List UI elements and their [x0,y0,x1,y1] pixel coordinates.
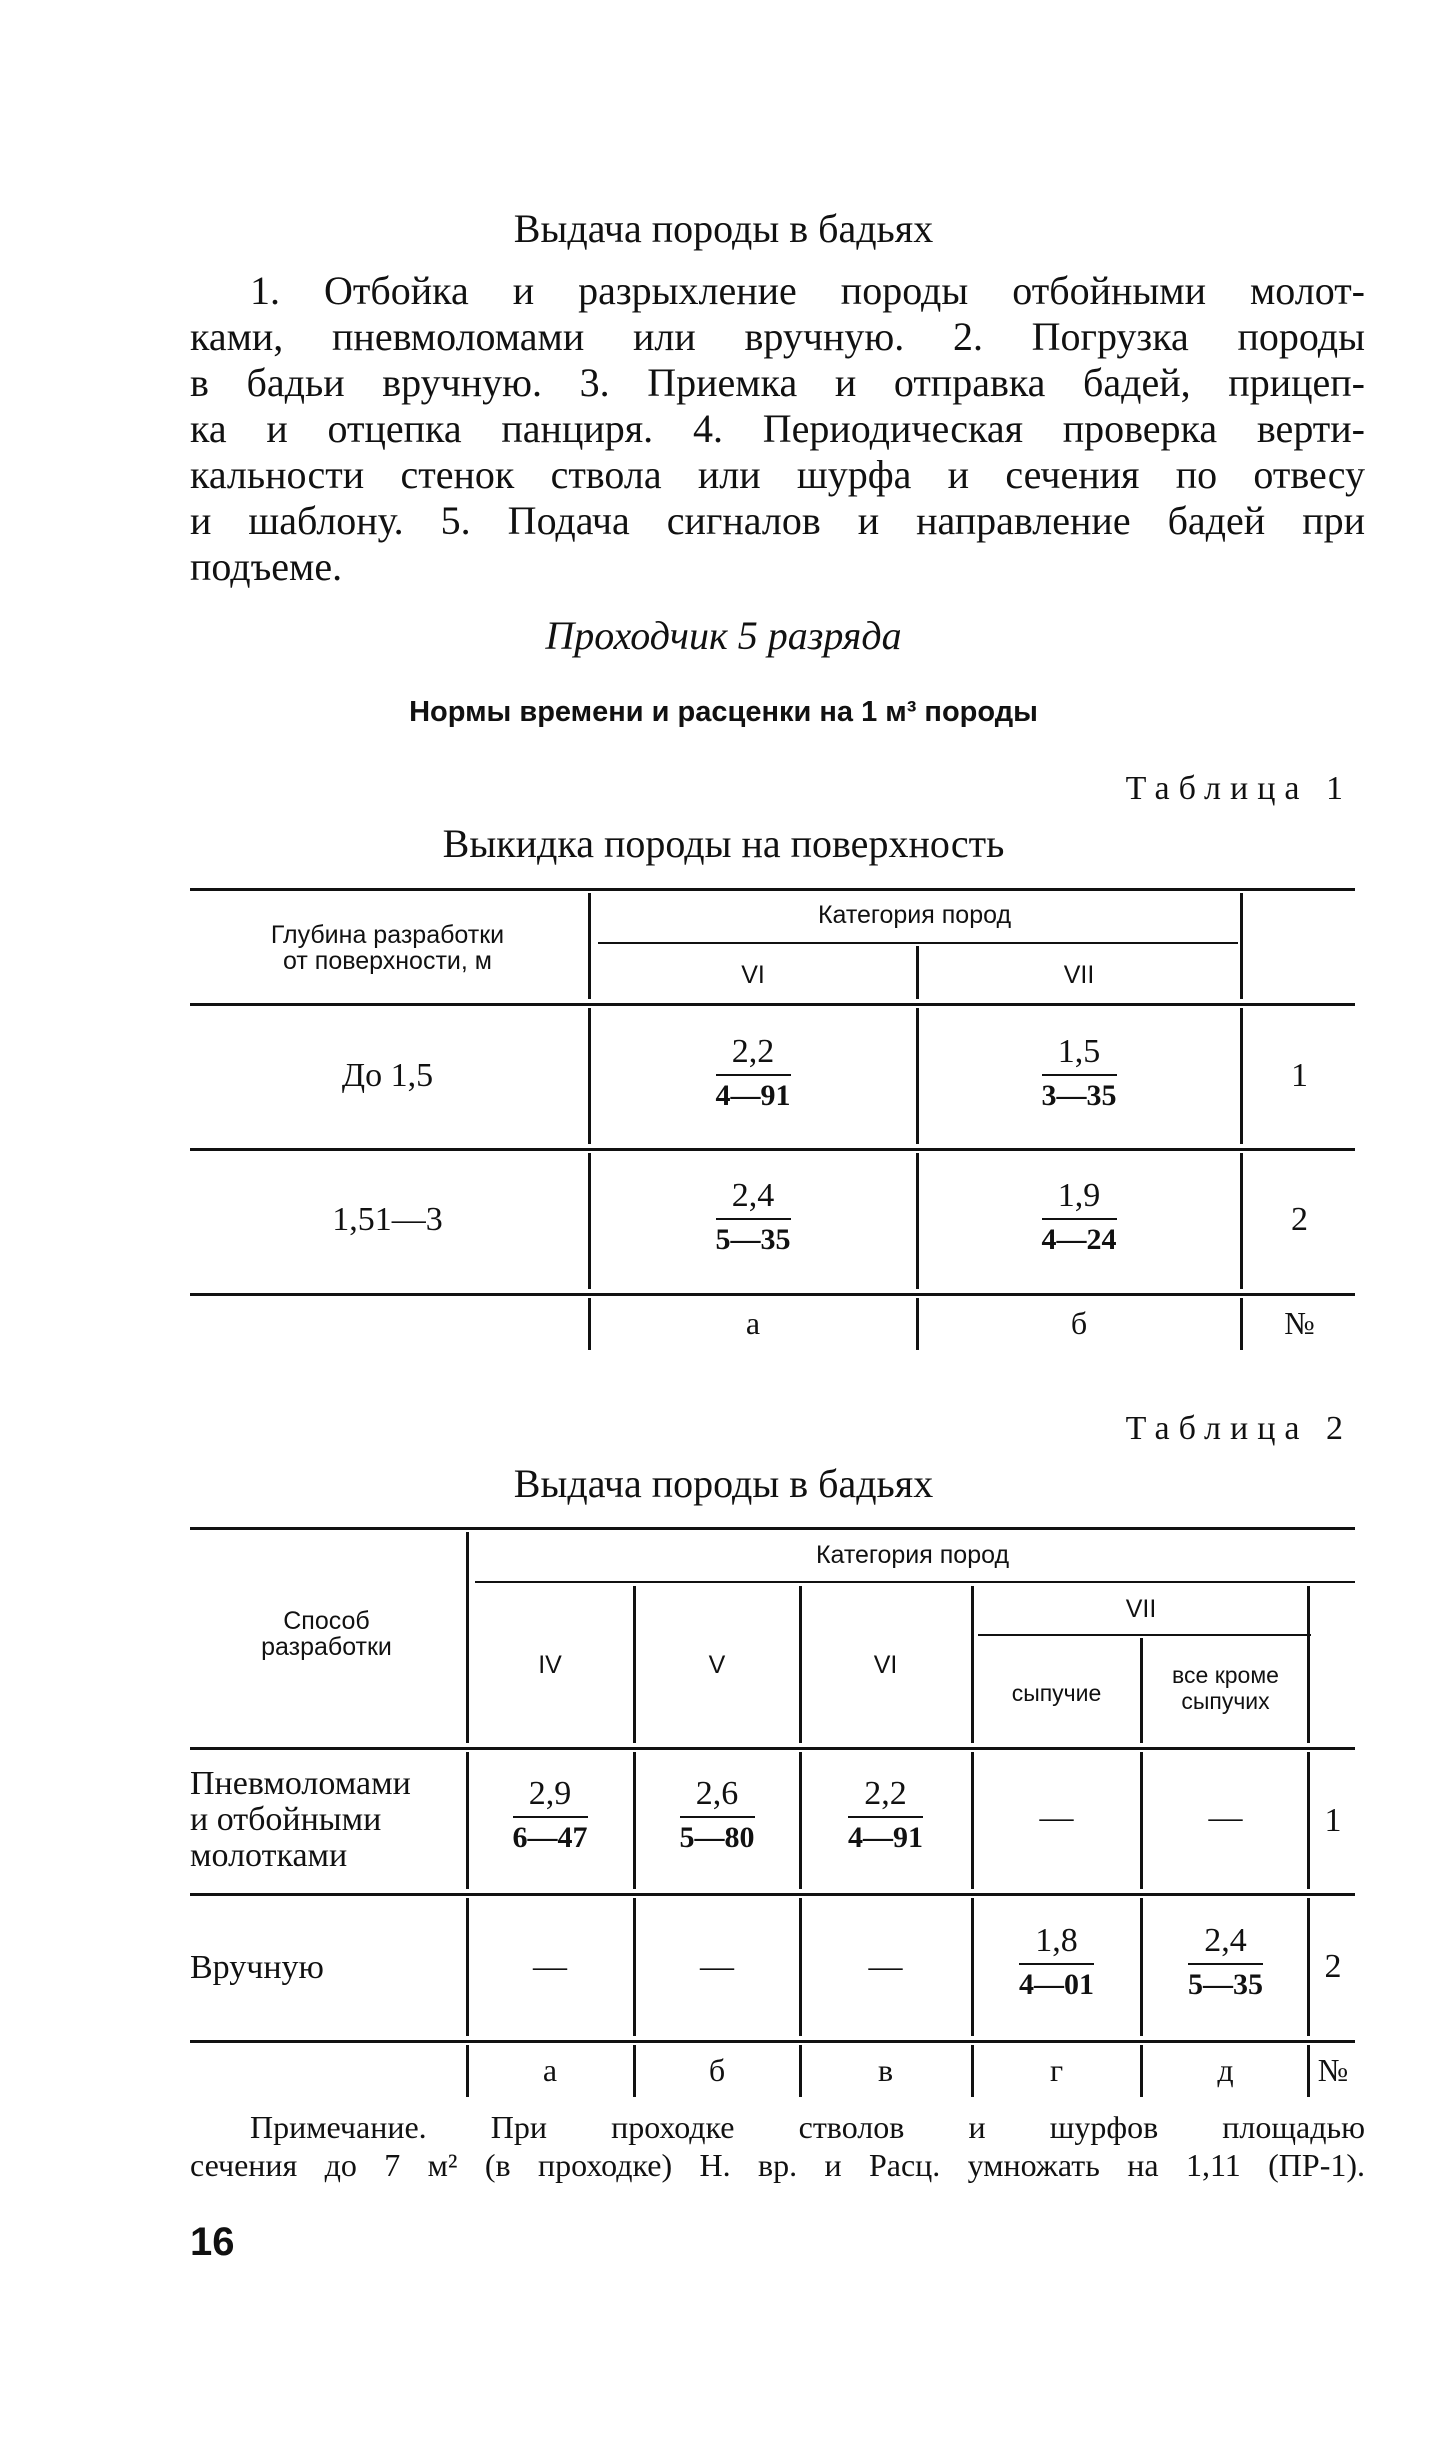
number-sign: № [1284,1305,1315,1341]
time-norm: 1,9 [1042,1177,1117,1220]
table-divider [1307,1752,1310,1889]
empty-cell-dash: — [868,1948,903,1985]
table-divider [633,2045,636,2097]
paragraph-line: ками, пневмоломами или вручную. 2. Погрузка породы [190,314,1365,359]
rate-value: 4—01 [1019,1968,1094,2001]
header-line: Глубина разработки [270,921,505,949]
header-line: сыпучих [1181,1688,1270,1714]
section-heading: Выдача породы в бадьях [513,206,934,251]
table-divider [1240,1298,1243,1350]
time-norm: 2,4 [716,1177,791,1220]
table-divider [633,1898,636,2036]
table-divider [916,1008,919,1144]
rate-value: 3—35 [1041,1079,1117,1112]
sub-other-header [1144,1662,1307,1714]
row-label-line: молотками [190,1837,348,1874]
page-number: 16 [190,2220,235,2264]
table-divider [1240,1008,1243,1144]
table1-label: Таблица 1 [1125,770,1352,807]
time-norm: 2,6 [680,1775,755,1818]
rate-value: 5—80 [679,1821,755,1854]
table-divider [466,1752,469,1889]
table-divider [466,1898,469,2036]
row-number: 2 [1324,1948,1342,1985]
column-index: б [1070,1305,1088,1341]
col-vii-header: VII [1063,961,1095,989]
table2-label: Таблица 2 [1125,1410,1352,1447]
norm-rate-cell [592,1033,914,1113]
column-index: а [745,1305,761,1341]
norm-rate-cell [975,1922,1138,2002]
col-v-header: V [708,1651,726,1679]
worker-grade: Проходчик 5 разряда [545,613,902,658]
table-divider [799,1898,802,2036]
table-divider [1140,1752,1143,1889]
rate-value: 4—24 [1041,1223,1117,1256]
table-rule [978,1634,1311,1636]
col-vi-header: VI [873,1651,898,1679]
table-divider [1307,1898,1310,2036]
paragraph-line: и шаблону. 5. Подача сигналов и направление бадей при [190,498,1365,543]
method-header [190,1608,463,1660]
row-label: Вручную [190,1949,324,1986]
table-divider [1140,1898,1143,2036]
norm-rate-cell [470,1775,630,1855]
row-label: До 1,5 [341,1057,434,1094]
table-rule [190,1747,1355,1750]
table-rule [190,1527,1355,1530]
table-rule [190,1293,1355,1296]
column-index: б [708,2052,726,2088]
table2-title: Выдача породы в бадьях [513,1461,934,1506]
column-index: в [877,2052,894,2088]
time-norm: 2,4 [1188,1922,1263,1965]
norms-title: Нормы времени и расценки на 1 м³ породы [409,696,1038,728]
table-divider [971,2045,974,2097]
table-divider [799,2045,802,2097]
table-divider [466,2045,469,2097]
row-label: 1,51—3 [332,1201,443,1238]
table-divider [971,1898,974,2036]
header-line: от поверхности, м [283,947,492,975]
table-divider [971,1752,974,1889]
paragraph-line: 1. Отбойка и разрыхление породы отбойными молот- [250,268,1365,313]
row-label-line: и отбойными [190,1801,382,1838]
note-line: сечения до 7 м² (в проходке) Н. вр. и Расц. умножать на 1,11 (ПР-1). [190,2147,1365,2183]
table-rule [190,888,1355,891]
table-divider [588,1153,591,1289]
header-line: разработки [261,1633,392,1661]
number-sign: № [1317,2052,1349,2088]
paragraph-line: в бадьи вручную. 3. Приемка и отправка бадей, прицеп- [190,360,1365,405]
table-divider [971,1586,974,1743]
rate-value: 5—35 [1188,1968,1263,2001]
rate-value: 6—47 [512,1821,588,1854]
norm-rate-cell [920,1033,1238,1113]
rate-value: 5—35 [715,1223,791,1256]
table-divider [1140,1638,1143,1743]
column-index: а [542,2052,558,2088]
column-index: г [1049,2052,1064,2088]
rate-value: 4—91 [848,1821,923,1854]
time-norm: 2,2 [716,1033,791,1076]
empty-cell-dash: — [1208,1799,1243,1836]
note [190,2108,1365,2184]
norm-rate-cell [803,1775,968,1855]
table-divider [1240,1153,1243,1289]
paragraph-line: ка и отцепка панциря. 4. Периодическая проверка верти- [190,406,1365,451]
table-divider [916,1153,919,1289]
table-divider [588,893,591,999]
time-norm: 2,9 [513,1775,588,1818]
table-rule [598,942,1238,944]
empty-cell-dash: — [1039,1799,1074,1836]
table1-title: Выкидка породы на поверхность [442,821,1005,866]
norm-rate-cell [920,1177,1238,1257]
table-divider [633,1586,636,1743]
row-label-line: Пневмоломами [190,1765,411,1802]
work-description [190,268,1365,590]
column-index: д [1217,2052,1234,2088]
paragraph-line: кальности стенок ствола или шурфа и сечения по отвесу [190,452,1365,497]
col-vi-header: VI [741,961,765,989]
table-rule [190,1003,1355,1006]
paragraph-line: подъеме. [190,544,343,589]
table-divider [633,1752,636,1889]
table-divider [1240,893,1243,999]
rate-value: 4—91 [715,1079,791,1112]
col-iv-header: IV [538,1651,562,1679]
norm-rate-cell [637,1775,797,1855]
empty-cell-dash: — [700,1948,734,1985]
norm-rate-cell [1144,1922,1307,2002]
note-line: Примечание. При проходке стволов и шурфов площадью [250,2109,1365,2145]
table-divider [916,1298,919,1350]
table-divider [1307,1586,1310,1743]
time-norm: 1,8 [1019,1922,1094,1965]
norm-rate-cell [592,1177,914,1257]
table-rule [190,1893,1355,1896]
table-divider [916,946,919,999]
empty-cell-dash: — [533,1948,567,1985]
table-divider [588,1298,591,1350]
table-rule [190,1148,1355,1151]
row-number: 1 [1291,1057,1308,1094]
row-number: 2 [1291,1201,1308,1238]
col-vii-header: VII [1125,1595,1157,1623]
table-rule [475,1581,1355,1583]
category-header: Категория пород [817,901,1012,929]
table-divider [799,1586,802,1743]
category-header: Категория пород [815,1541,1010,1569]
depth-header [190,922,585,974]
table-divider [799,1752,802,1889]
time-norm: 1,5 [1042,1033,1117,1076]
table-divider [466,1532,469,1743]
sub-loose-header: сыпучие [1011,1680,1102,1706]
time-norm: 2,2 [848,1775,923,1818]
table-rule [190,2040,1355,2043]
header-line: все кроме [1172,1662,1279,1688]
row-label [190,1766,465,1874]
table-divider [588,1008,591,1144]
row-number: 1 [1324,1802,1342,1839]
header-line: Способ [283,1607,370,1635]
table-divider [1140,2045,1143,2097]
table-divider [1307,2045,1310,2097]
